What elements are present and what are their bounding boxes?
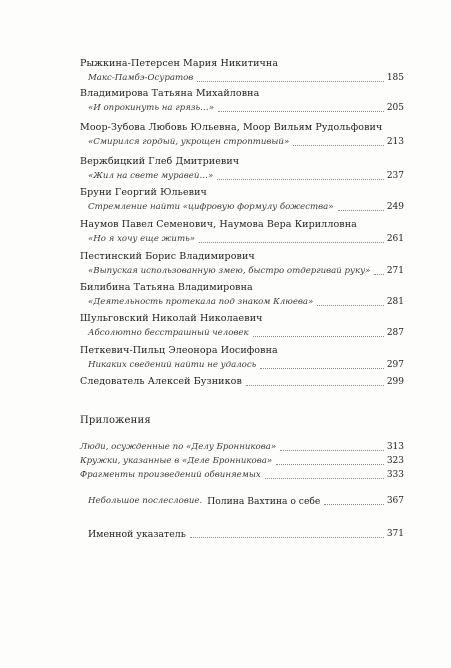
page-number: 287 [386,328,404,338]
dot-leader [253,336,384,337]
dot-leader [190,537,384,538]
entry-title: «Деятельность протекала под знаком Клюева» [88,297,314,307]
toc-entry [80,88,404,114]
entry-title: Кружки, указанные в «Деле Бронникова» [80,456,273,466]
page-number: 185 [386,73,404,83]
entry-author: Моор-Зубова Любовь Юльевна, Моор Вильям Рудольфович [80,122,383,133]
appendix-item [80,442,404,453]
entry-title: Люди, осужденные по «Делу Бронникова» [80,442,277,452]
entry-line [80,171,404,182]
dot-leader [317,305,383,306]
entry-line [80,442,404,453]
entry-line [80,137,404,148]
page-number: 213 [386,137,404,147]
afterword-entry [88,493,404,507]
toc-entry [80,313,404,339]
entry-author: Наумов Павел Семенович, Наумова Вера Кирилловна [80,219,357,230]
entry-author: Билибина Татьяна Владимировна [80,282,253,293]
page-number: 299 [386,377,404,387]
dot-leader [199,242,384,243]
entry-line [80,266,404,277]
name-index-entry [88,526,404,540]
toc-entry [80,156,404,182]
entry-title: Стремление найти «цифровую формулу божества» [88,202,334,212]
page-number: 261 [386,234,404,244]
entry-line [80,360,404,371]
dot-leader [374,274,383,275]
entry-author: Владимирова Татьяна Михайловна [80,88,260,99]
dot-leader [197,81,384,82]
entry-author: Бруни Георгий Юльевич [80,187,207,198]
entry-title: Фрагменты произведений обвиняемых [80,470,261,480]
entry-author: Шульговский Николай Николаевич [80,313,263,324]
entry-line [80,297,404,308]
entry-line [80,202,404,213]
entry-title: «Но я хочу еще жить» [88,234,196,244]
page-number: 281 [386,297,404,307]
page-number: 237 [386,171,404,181]
page-number: 323 [386,456,404,466]
page-number: 205 [386,103,404,113]
page-number: 271 [386,266,404,276]
dot-leader [217,179,384,180]
entry-author: Следователь Алексей Бузников [80,376,242,387]
entry-title: Макс-Памбэ-Осуратов [88,73,194,83]
entry-author: Пестинский Борис Владимирович [80,251,255,262]
page-number: 371 [386,529,404,539]
page-number: 249 [386,202,404,212]
entry-title: Никаких сведений найти не удалось [88,360,257,370]
entry-line [88,529,404,540]
afterword-title: Полина Вахтина о себе [207,496,321,507]
toc-entry [80,187,404,213]
page-number: 297 [386,360,404,370]
entry-title: «Выпуская использованную змею, быстро отдергивай руку» [88,266,371,276]
entry-line [80,73,404,84]
entry-author: Рыжкина-Петерсен Мария Никитична [80,58,279,69]
appendix-item [80,470,404,481]
entry-title: Абсолютно бесстрашный человек [88,328,249,338]
afterword-prefix: Небольшое послесловие. [88,496,203,506]
entry-line [80,376,404,388]
toc-entry [80,282,404,308]
dot-leader [324,504,383,505]
entry-line [80,328,404,339]
toc-entry [80,251,404,277]
entry-title: «И опрокинуть на грязь…» [88,103,215,113]
entry-title: «Жил на свете муравей…» [88,171,214,181]
page-number: 367 [386,496,404,506]
toc-entry [80,58,404,84]
page-number: 313 [386,442,404,452]
dot-leader [260,368,383,369]
dot-leader [276,464,384,465]
toc-entry [80,122,404,148]
dot-leader [338,210,384,211]
entry-line [80,234,404,245]
dot-leader [265,478,384,479]
entry-line [80,470,404,481]
entry-line [80,103,404,114]
dot-leader [218,111,384,112]
toc-entry [80,219,404,245]
index-label: Именной указатель [88,529,186,540]
entry-author: Петкевич-Пильц Элеонора Иосифовна [80,345,278,356]
appendix-heading: Приложения [80,415,151,426]
entry-author: Вержбицкий Глеб Дмитриевич [80,156,240,167]
entry-line [88,496,404,507]
page-number: 333 [386,470,404,480]
entry-title: «Смирился гордый, укрощен строптивый» [88,137,290,147]
dot-leader [246,385,384,386]
toc-entry [80,345,404,371]
dot-leader [293,145,384,146]
entry-line [80,456,404,467]
appendix-item [80,456,404,467]
dot-leader [280,450,384,451]
toc-entry-investigator [80,376,404,388]
